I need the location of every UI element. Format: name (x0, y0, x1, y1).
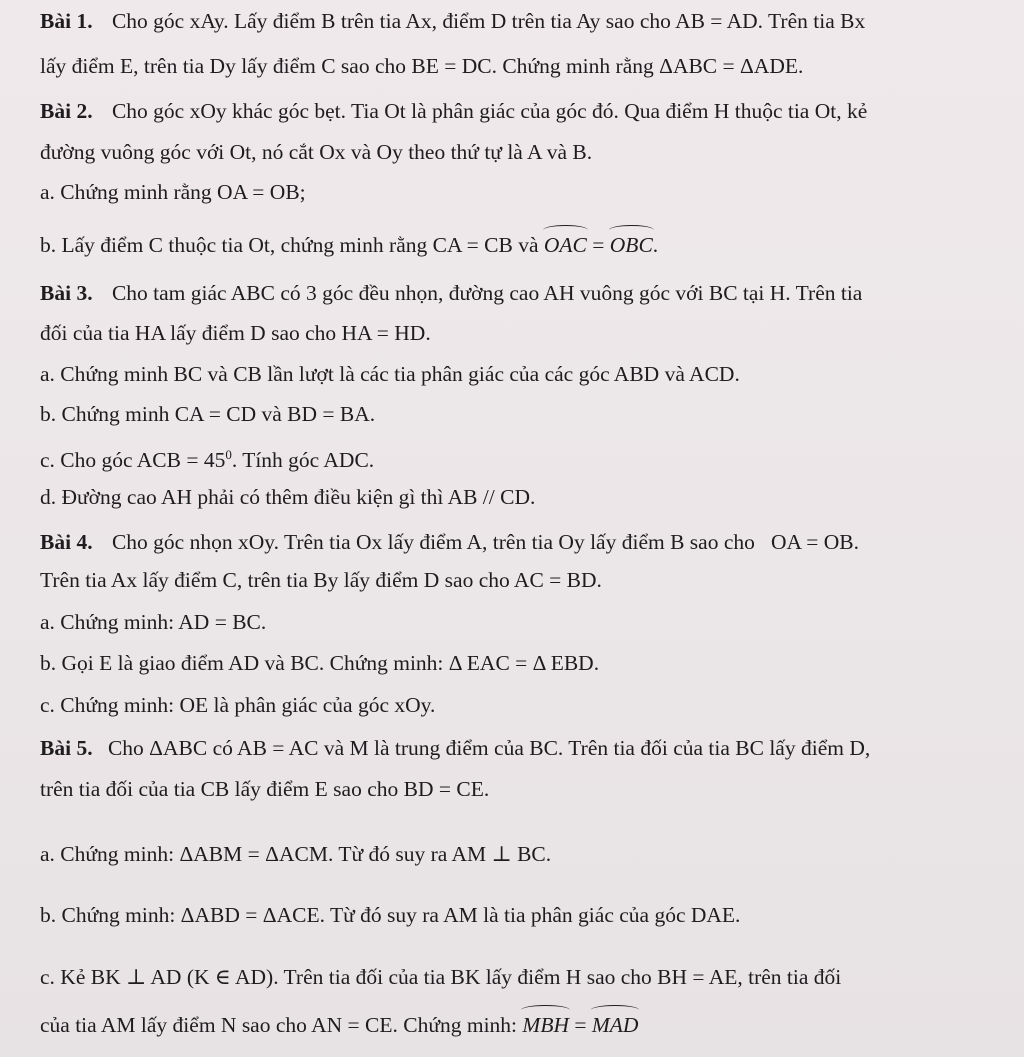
equals-sign-2: = (568, 1013, 592, 1037)
problem-3-label: Bài 3. (40, 281, 93, 305)
problem-4-line-1 (40, 527, 1024, 557)
angle-oac: OAC (544, 230, 587, 260)
problem-4-label: Bài 4. (40, 530, 93, 554)
problem-5-part-c: c. Kẻ BK ⊥ AD (K ∈ AD). Trên tia đối của tia BK lấy điểm H sao cho BH = AE, trên tia đối (40, 965, 842, 989)
problem-2-part-a: a. Chứng minh rằng OA = OB; (40, 180, 306, 204)
problem-3-line-1 (40, 278, 1024, 308)
problem-3-part-a: a. Chứng minh BC và CB lần lượt là các tia phân giác của các góc ABD và ACD. (40, 362, 740, 386)
problem-4-line-2: Trên tia Ax lấy điểm C, trên tia By lấy điểm D sao cho AC = BD. (40, 568, 602, 592)
problem-2-part-b-text: b. Lấy điểm C thuộc tia Ot, chứng minh rằng CA = CB và (40, 233, 544, 257)
problem-5-line-2: trên tia đối của tia CB lấy điểm E sao cho BD = CE. (40, 777, 490, 801)
problem-2-part-b (40, 230, 1024, 260)
problem-2-line-1 (40, 96, 1024, 126)
angle-obc: OBC (610, 230, 653, 260)
angle-mad: MAD (592, 1010, 639, 1040)
problem-4-part-c: c. Chứng minh: OE là phân giác của góc xOy. (40, 693, 436, 717)
problem-5-line-1 (40, 733, 1024, 763)
equals-sign: = (586, 233, 610, 257)
problem-4-part-b: b. Gọi E là giao điểm AD và BC. Chứng minh: Δ EAC = Δ EBD. (40, 651, 600, 675)
problem-3-part-c-suffix: . Tính góc ADC. (231, 448, 375, 473)
problem-2-text-1: Cho góc xOy khác góc bẹt. Tia Ot là phân giác của góc đó. Qua điểm H thuộc tia Ot, kẻ (111, 99, 868, 123)
problem-5-label: Bài 5. (40, 736, 93, 760)
problem-3-line-2: đối của tia HA lấy điểm D sao cho HA = HD. (40, 321, 431, 345)
problem-1-label: Bài 1. (40, 9, 93, 33)
problem-5-part-a: a. Chứng minh: ΔABM = ΔACM. Từ đó suy ra AM ⊥ BC. (40, 842, 552, 866)
problem-4-part-a: a. Chứng minh: AD = BC. (40, 610, 267, 634)
problem-5-part-b: b. Chứng minh: ΔABD = ΔACE. Từ đó suy ra AM là tia phân giác của góc DAE. (40, 903, 741, 927)
degree-mark: 0 (225, 447, 232, 462)
problem-5-part-c-cont-text: của tia AM lấy điểm N sao cho AN = CE. Chứng minh: (40, 1013, 523, 1037)
problem-3-text-1: Cho tam giác ABC có 3 góc đều nhọn, đường cao AH vuông góc với BC tại H. Trên tia (111, 281, 863, 305)
problem-1-line-2: lấy điểm E, trên tia Dy lấy điểm C sao cho BE = DC. Chứng minh rằng ΔABC = ΔADE. (40, 54, 804, 78)
problem-3-part-b: b. Chứng minh CA = CD và BD = BA. (40, 402, 376, 426)
problem-5-part-c-cont (40, 1010, 1024, 1040)
problem-3-part-c-text: c. Cho góc ACB = 45 (40, 448, 226, 473)
problem-3-part-c (40, 440, 1024, 475)
problem-2-line-2: đường vuông góc với Ot, nó cắt Ox và Oy theo thứ tự là A và B. (40, 140, 593, 164)
period: . (652, 233, 659, 257)
problem-1-text-1: Cho góc xAy. Lấy điểm B trên tia Ax, điểm D trên tia Ay sao cho AB = AD. Trên tia Bx (111, 9, 866, 33)
problem-4-text-1: Cho góc nhọn xOy. Trên tia Ox lấy điểm A, trên tia Oy lấy điểm B sao cho OA = OB. (111, 530, 859, 554)
problem-2-label: Bài 2. (40, 99, 93, 123)
problem-1-line-1 (40, 6, 1024, 36)
problem-3-part-d: d. Đường cao AH phải có thêm điều kiện gì thì AB // CD. (40, 485, 536, 509)
problem-5-text-1: Cho ΔABC có AB = AC và M là trung điểm của BC. Trên tia đối của tia BC lấy điểm D, (107, 736, 871, 760)
angle-mbh: MBH (522, 1010, 569, 1040)
